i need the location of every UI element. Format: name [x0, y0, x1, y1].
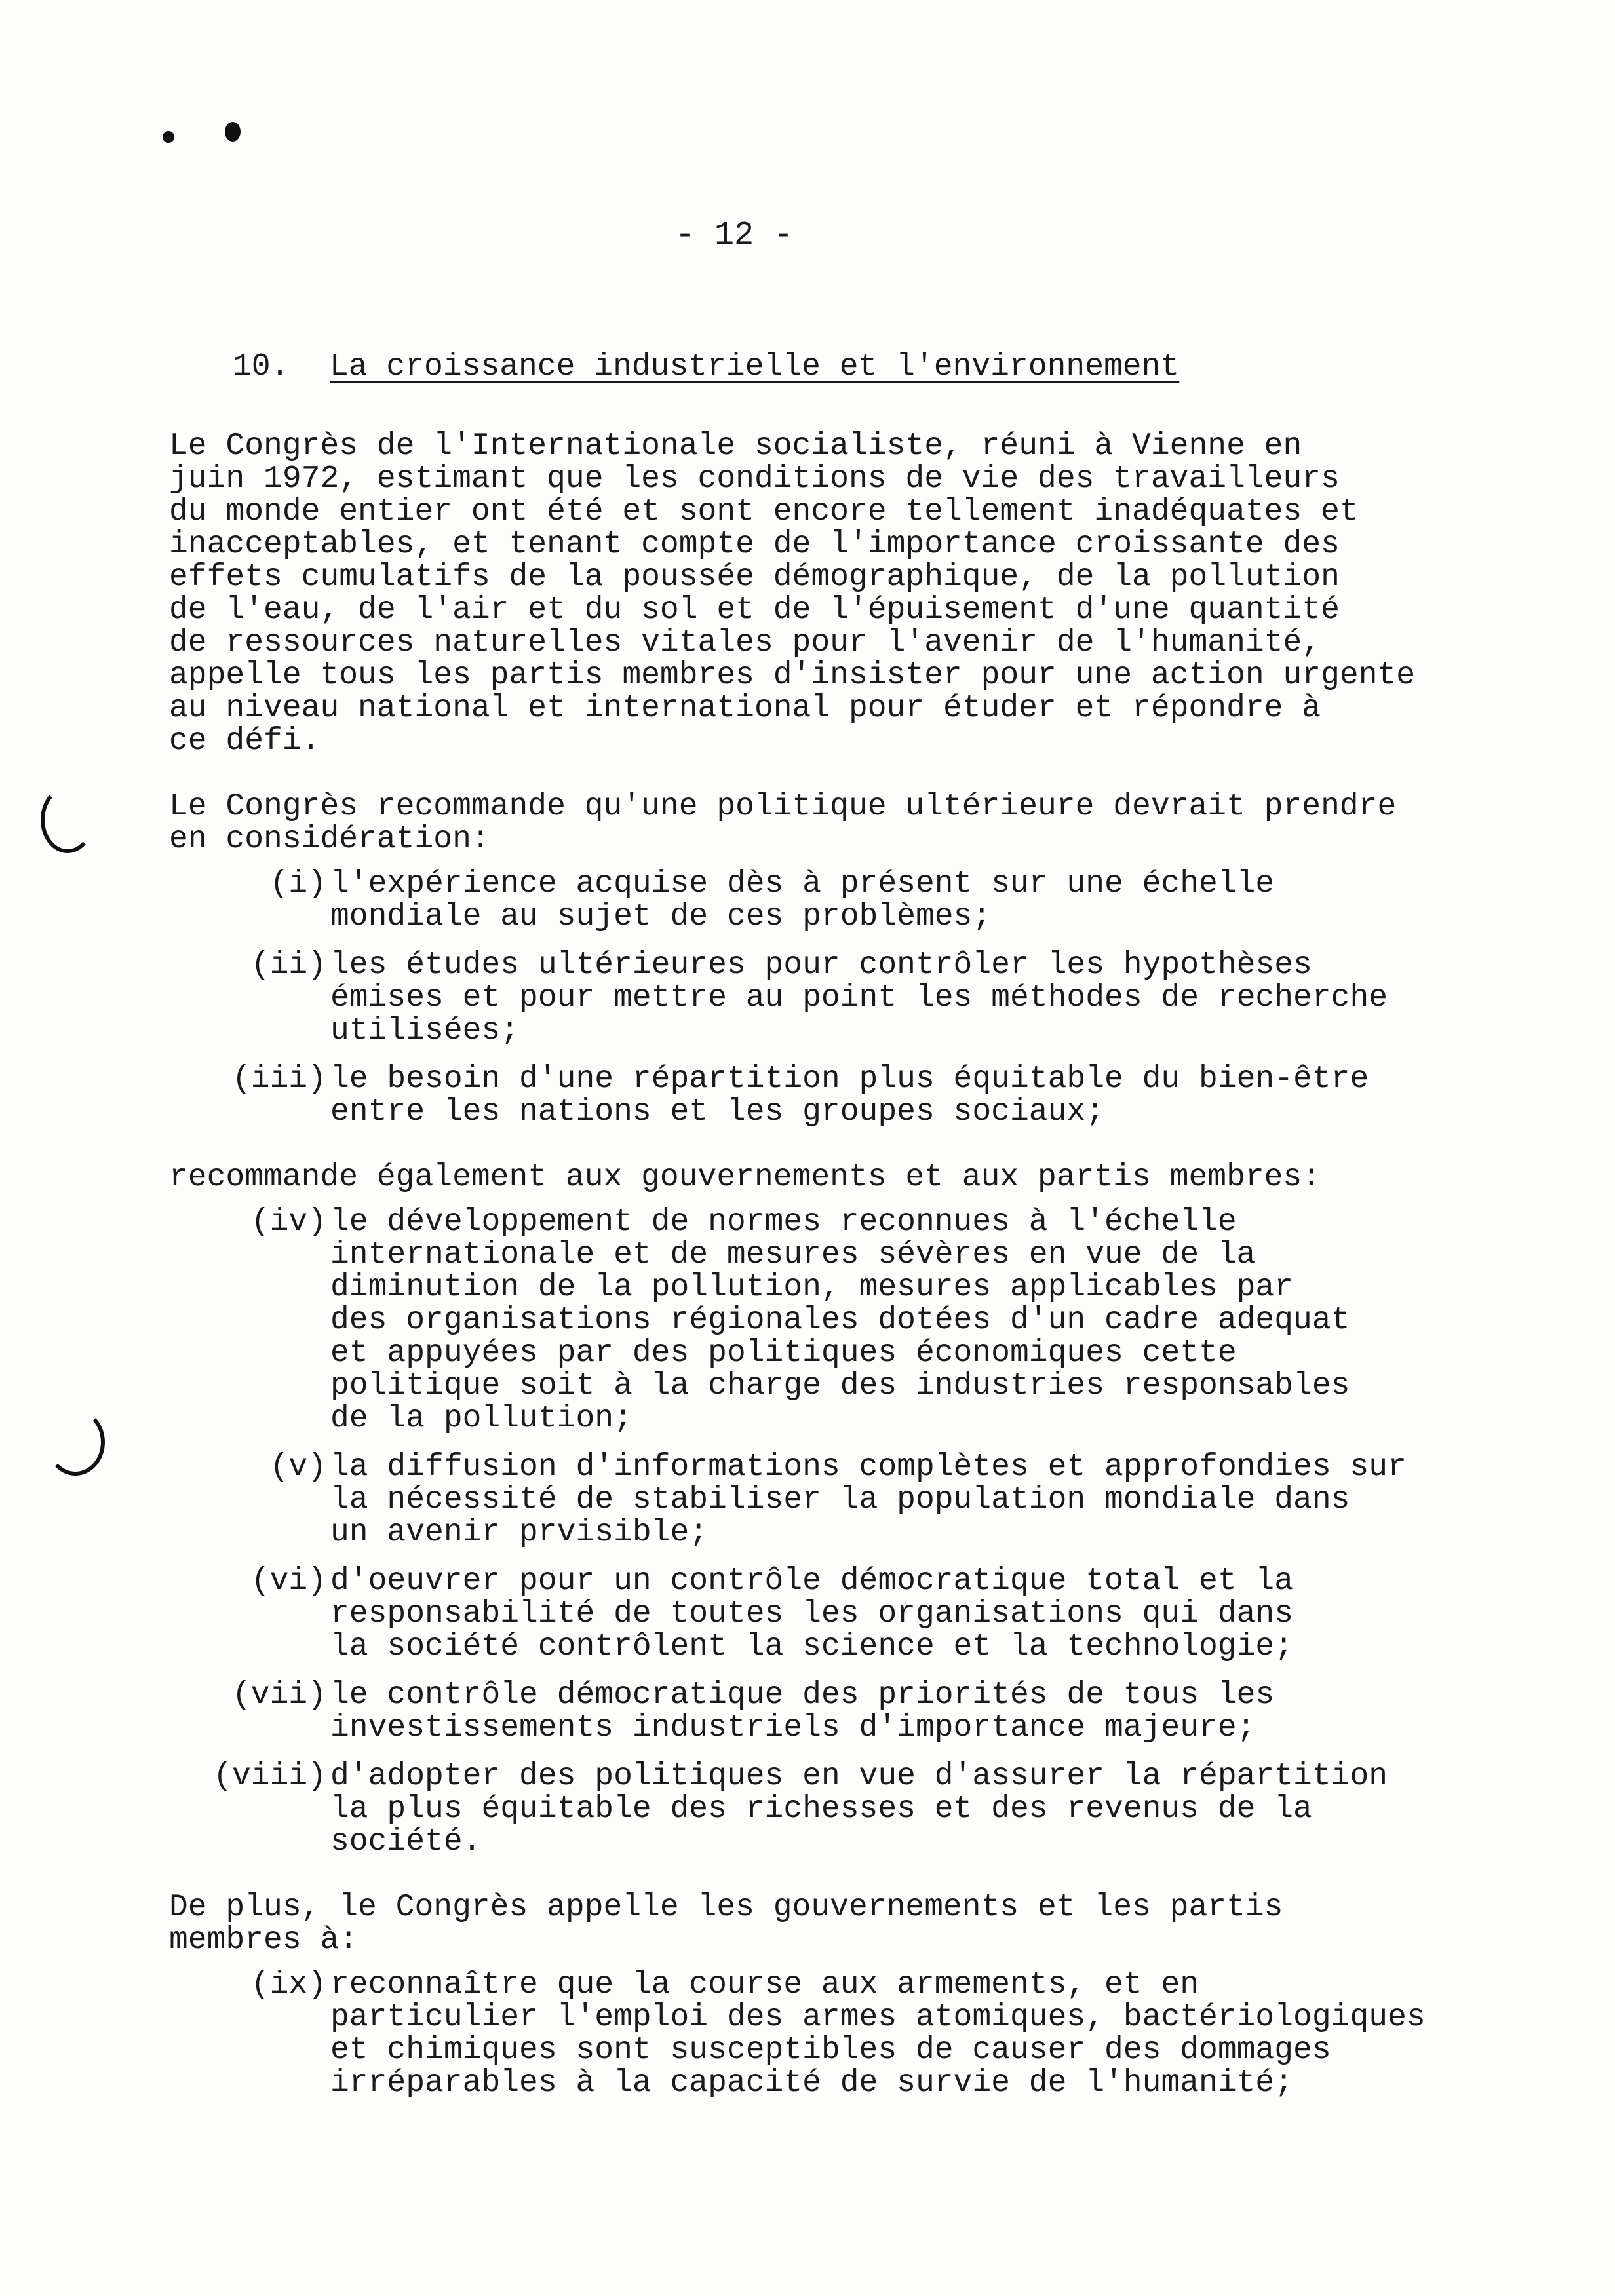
list-item: [169, 868, 1506, 933]
list-item-text: le contrôle démocratique des priorités de tous les investissements industriels d'importance majeure;: [330, 1677, 1275, 1746]
list-item: [169, 1565, 1506, 1663]
section-number: 10.: [233, 349, 290, 385]
list-item-label: (i): [269, 866, 326, 902]
section-title: La croissance industrielle et l'environnement: [330, 349, 1180, 385]
list-item: [169, 949, 1506, 1047]
list-item: [169, 1760, 1506, 1858]
paragraph-congress-appeal: De plus, le Congrès appelle les gouvernements et les partis membres à:: [169, 1890, 1283, 1958]
list-item-label: (iii): [231, 1062, 326, 1097]
list-item-text: reconnaître que la course aux armements, et en particulier l'emploi des armes atomiques, bactériologiques et chimiques sont susceptibles de causer des dommages irréparables à la capacité de survie de l'humanité;: [330, 1967, 1426, 2101]
paragraph-recommendation: Le Congrès recommande qu'une politique ultérieure devrait prendre en considération:: [169, 789, 1397, 857]
margin-punch-arc: [46, 1409, 105, 1476]
list-item-label: (vi): [250, 1563, 326, 1599]
list-item-label: (iv): [250, 1204, 326, 1240]
scan-dot-mark: [225, 122, 241, 142]
list-item-text: le besoin d'une répartition plus équitable du bien-être entre les nations et les groupes sociaux;: [330, 1062, 1369, 1130]
paragraph-resolution-intro: Le Congrès de l'Internationale socialiste, réuni à Vienne en juin 1972, estimant que les conditions de vie des travailleurs du monde entier ont été et sont encore tellement inadéquates et inacceptables, et tenant compte de l'importance croissante des effets cumulatifs de la poussée démographique, de la pollution de l'eau, de l'air et du sol et de l'épuisement d'une quantité de ressources naturelles vitales pour l'avenir de l'humanité, appelle tous les partis membres d'insister pour une action urgente au niveau national et international pour étuder et répondre à ce défi.: [169, 429, 1416, 759]
list-item: [169, 1968, 1506, 2099]
list-item-text: d'oeuvrer pour un contrôle démocratique total et la responsabilité de toutes les organisations qui dans la société contrôlent la science et la technologie;: [330, 1563, 1294, 1664]
list-item-label: (ix): [250, 1967, 326, 2002]
document-body: [169, 430, 1506, 2115]
list-item: [169, 1206, 1506, 1435]
list-item-text: la diffusion d'informations complètes et approfondies sur la nécessité de stabiliser la population mondiale dans un avenir prvisible;: [330, 1449, 1407, 1550]
list-item-label: (v): [269, 1449, 326, 1485]
list-item-text: d'adopter des politiques en vue d'assurer la répartition la plus équitable des richesses et des revenus de la société.: [330, 1759, 1388, 1860]
list-item-label: (vii): [231, 1677, 326, 1713]
paragraph-recommendation-governments: recommande également aux gouvernements et aux partis membres:: [169, 1160, 1321, 1195]
list-item-text: l'expérience acquise dès à présent sur une échelle mondiale au sujet de ces problèmes;: [330, 866, 1275, 934]
page-number: - 12 -: [674, 217, 794, 254]
list-item-label: (ii): [250, 947, 326, 983]
list-item: [169, 1451, 1506, 1549]
scan-dot-mark: [163, 131, 174, 143]
section-heading: [233, 347, 1179, 387]
margin-punch-arc: [41, 786, 94, 853]
list-item-text: les études ultérieures pour contrôler les hypothèses émises et pour mettre au point les méthodes de recherche utilisées;: [330, 947, 1388, 1048]
list-item-text: le développement de normes reconnues à l'échelle internationale et de mesures sévères en vue de la diminution de la pollution, mesures applicables par des organisations régionales dotées d'un cadre adequat et appuyées par des politiques économiques cette politique soit à la charge des industries responsables de la pollution;: [330, 1204, 1350, 1436]
list-item: [169, 1679, 1506, 1744]
list-item: [169, 1063, 1506, 1128]
list-item-label: (viii): [213, 1759, 326, 1794]
